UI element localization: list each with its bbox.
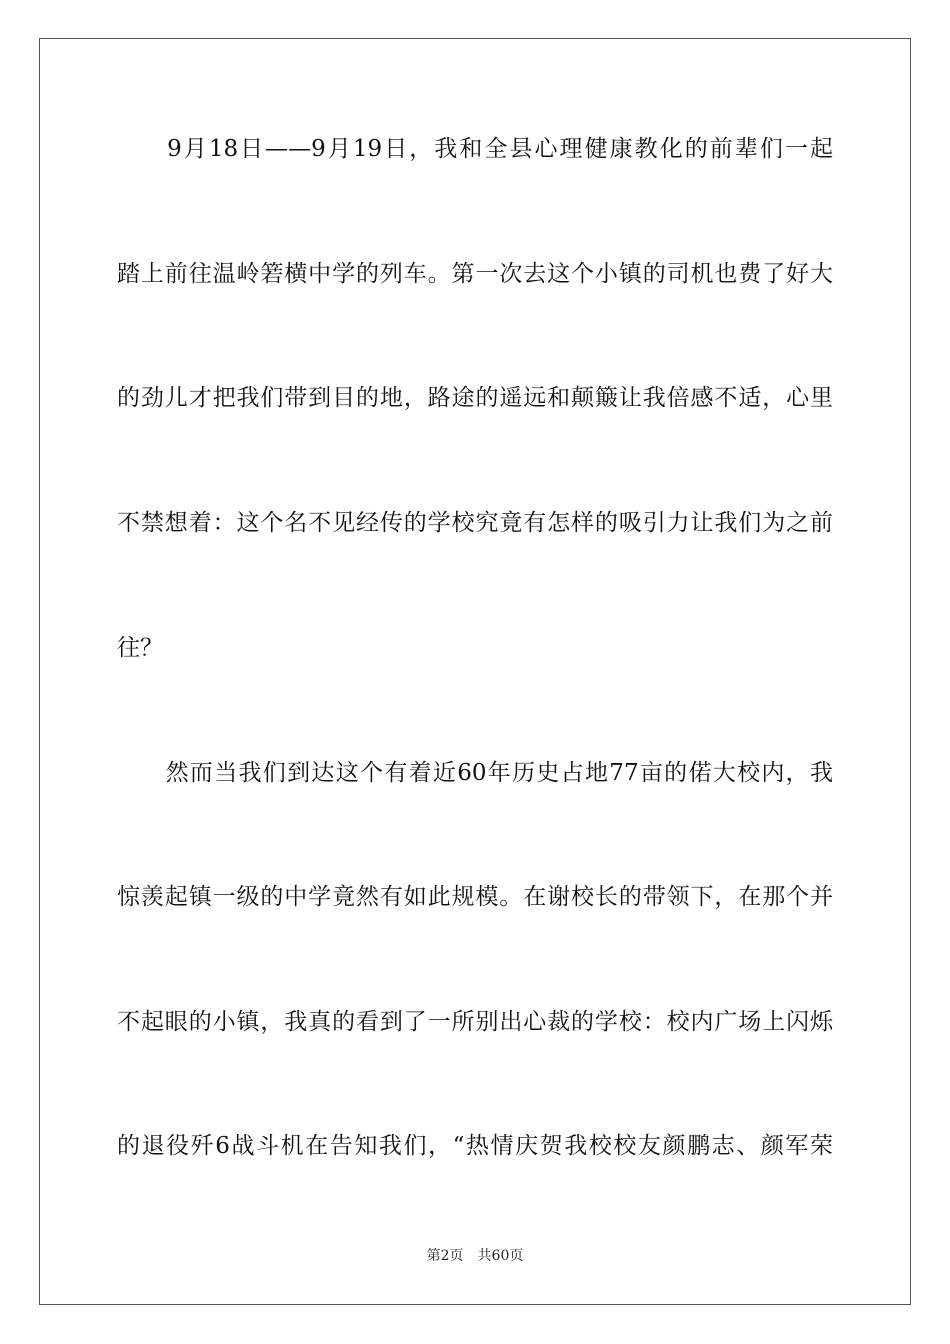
paragraph-2-line-2: 惊羡起镇一级的中学竟然有如此规模。在谢校长的带领下，在那个并 — [117, 884, 833, 910]
paragraph-1-line-1: 9月18日——9月19日，我和全县心理健康教化的前辈们一起 — [117, 136, 833, 162]
page-border — [39, 38, 911, 1305]
paragraph-1-line-3: 的劲儿才把我们带到目的地，路途的遥远和颠簸让我倍感不适，心里 — [117, 385, 833, 411]
paragraph-1-line-2: 踏上前往温岭箬横中学的列车。第一次去这个小镇的司机也费了好大 — [117, 261, 833, 287]
paragraph-1-line-5: 往？ — [117, 635, 163, 661]
paragraph-1-line-4: 不禁想着：这个名不见经传的学校究竟有怎样的吸引力让我们为之前 — [117, 510, 833, 536]
page-number: 第2页 共60页 — [426, 1248, 524, 1264]
paragraph-2-line-4: 的退役歼6战斗机在告知我们，“热情庆贺我校校友颜鹏志、颜军荣 — [117, 1133, 833, 1159]
paragraph-2-line-3: 不起眼的小镇，我真的看到了一所别出心裁的学校：校内广场上闪烁 — [117, 1009, 833, 1035]
paragraph-2-line-1: 然而当我们到达这个有着近60年历史占地77亩的偌大校内，我 — [117, 760, 833, 786]
